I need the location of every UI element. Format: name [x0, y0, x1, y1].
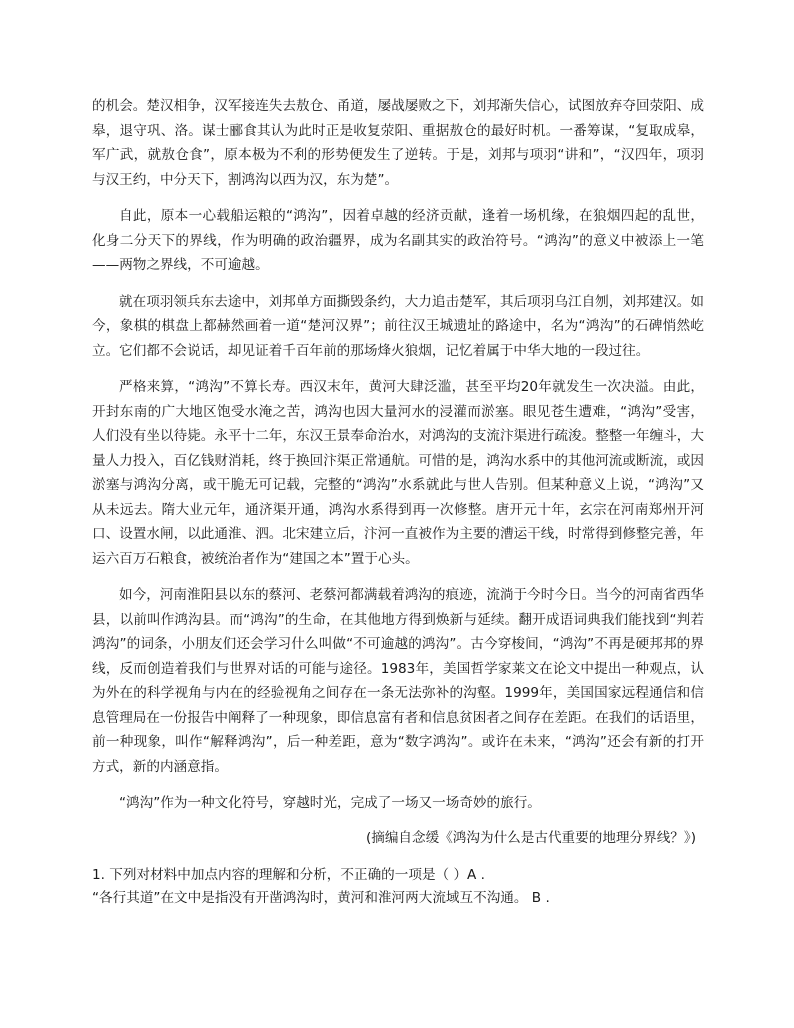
question-option-a: “各行其道”在文中是指没有开凿鸿沟时，黄河和淮河两大流域互不沟通。 B .: [92, 889, 550, 906]
paragraph-2: 自此，原本一心载船运粮的“鸿沟”，因着卓越的经济贡献，逢着一场机缘，在狼烟四起的乱世，化身二分天下的界线，作为明确的政治疆界，成为名副其实的政治符号。“鸿沟”的意义中被添上一笔——两物之界线，不可逾越。: [92, 208, 704, 273]
paragraph-4: 严格来算，“鸿沟”不算长寿。西汉末年，黄河大肆泛滥，甚至平均20年就发生一次决溢。由此，开封东南的广大地区饱受水淹之苦，鸿沟也因大量河水的浸灌而淤塞。眼见苍生遭难，“鸿沟”受害，人们没有坐以待毙。永平十二年，东汉王景奉命治水，对鸿沟的支流汴渠进行疏浚。整整一年缠斗，大量人力投入，百亿钱财消耗，终于换回汴渠正常通航。可惜的是，鸿沟水系中的其他河流或断流，或因淤塞与鸿沟分离，或干脆无可记载，完整的“鸿沟”水系就此与世人告别。但某种意义上说，“鸿沟”又从未远去。隋大业元年，通济渠开通，鸿沟水系得到再一次修整。唐开元十年，玄宗在河南郑州开河口、设置水闸，以此通淮、泗。北宋建立后，汴河一直被作为主要的漕运干线，时常得到修整完善，年运六百万石粮食，被统治者作为“建国之本”置于心头。: [92, 379, 704, 567]
question-stem: 1. 下列对材料中加点内容的理解和分析，不正确的一项是（ ）A .: [92, 866, 485, 883]
paragraph-1: 的机会。楚汉相争，汉军接连失去敖仓、甬道，屡战屡败之下，刘邦渐失信心，试图放弃夺回荥阳、成皋，退守巩、洛。谋士郦食其认为此时正是收复荥阳、重据敖仓的最好时机。一番筹谋，“复取成皋，军广武，就敖仓食”，原本极为不利的形势便发生了逆转。于是，刘邦与项羽“讲和”，“汉四年，项羽与汉王约，中分天下，割鸿沟以西为汉，东为楚”。: [92, 98, 704, 188]
paragraph-6: “鸿沟”作为一种文化符号，穿越时光，完成了一场又一场奇妙的旅行。: [119, 795, 541, 811]
paragraph-5: 如今，河南淮阳县以东的蔡河、老蔡河都满载着鸿沟的痕迹，流淌于今时今日。当今的河南省西华县，以前叫作鸿沟县。而“鸿沟”的生命，在其他地方得到焕新与延续。翻开成语词典我们能找到“判若鸿沟”的词条，小朋友们还会学习什么叫做“不可逾越的鸿沟”。古今穿梭间，“鸿沟”不再是硬邦邦的界线，反而创造着我们与世界对话的可能与途径。1983年，美国哲学家莱文在论文中提出一种观点，认为外在的科学视角与内在的经验视角之间存在一条无法弥补的沟壑。1999年，美国国家远程通信和信息管理局在一份报告中阐释了一种现象，即信息富有者和信息贫困者之间存在差距。在我们的话语里，前一种现象，叫作“解释鸿沟”，后一种差距，意为“数字鸿沟”。或许在未来，“鸿沟”还会有新的打开方式，新的内涵意指。: [92, 587, 704, 775]
source-citation: (摘编自念缓《鸿沟为什么是古代重要的地理分界线？》): [365, 829, 696, 846]
document-page: [92, 94, 704, 910]
paragraph-3: 就在项羽领兵东去途中，刘邦单方面撕毁条约，大力追击楚军，其后项羽乌江自刎，刘邦建汉。如今，象棋的棋盘上都赫然画着一道“楚河汉界”；前往汉王城遗址的路途中，名为“鸿沟”的石碑悄然屹立。它们都不会说话，却见证着千百年前的那场烽火狼烟，记忆着属于中华大地的一段过往。: [92, 293, 704, 359]
